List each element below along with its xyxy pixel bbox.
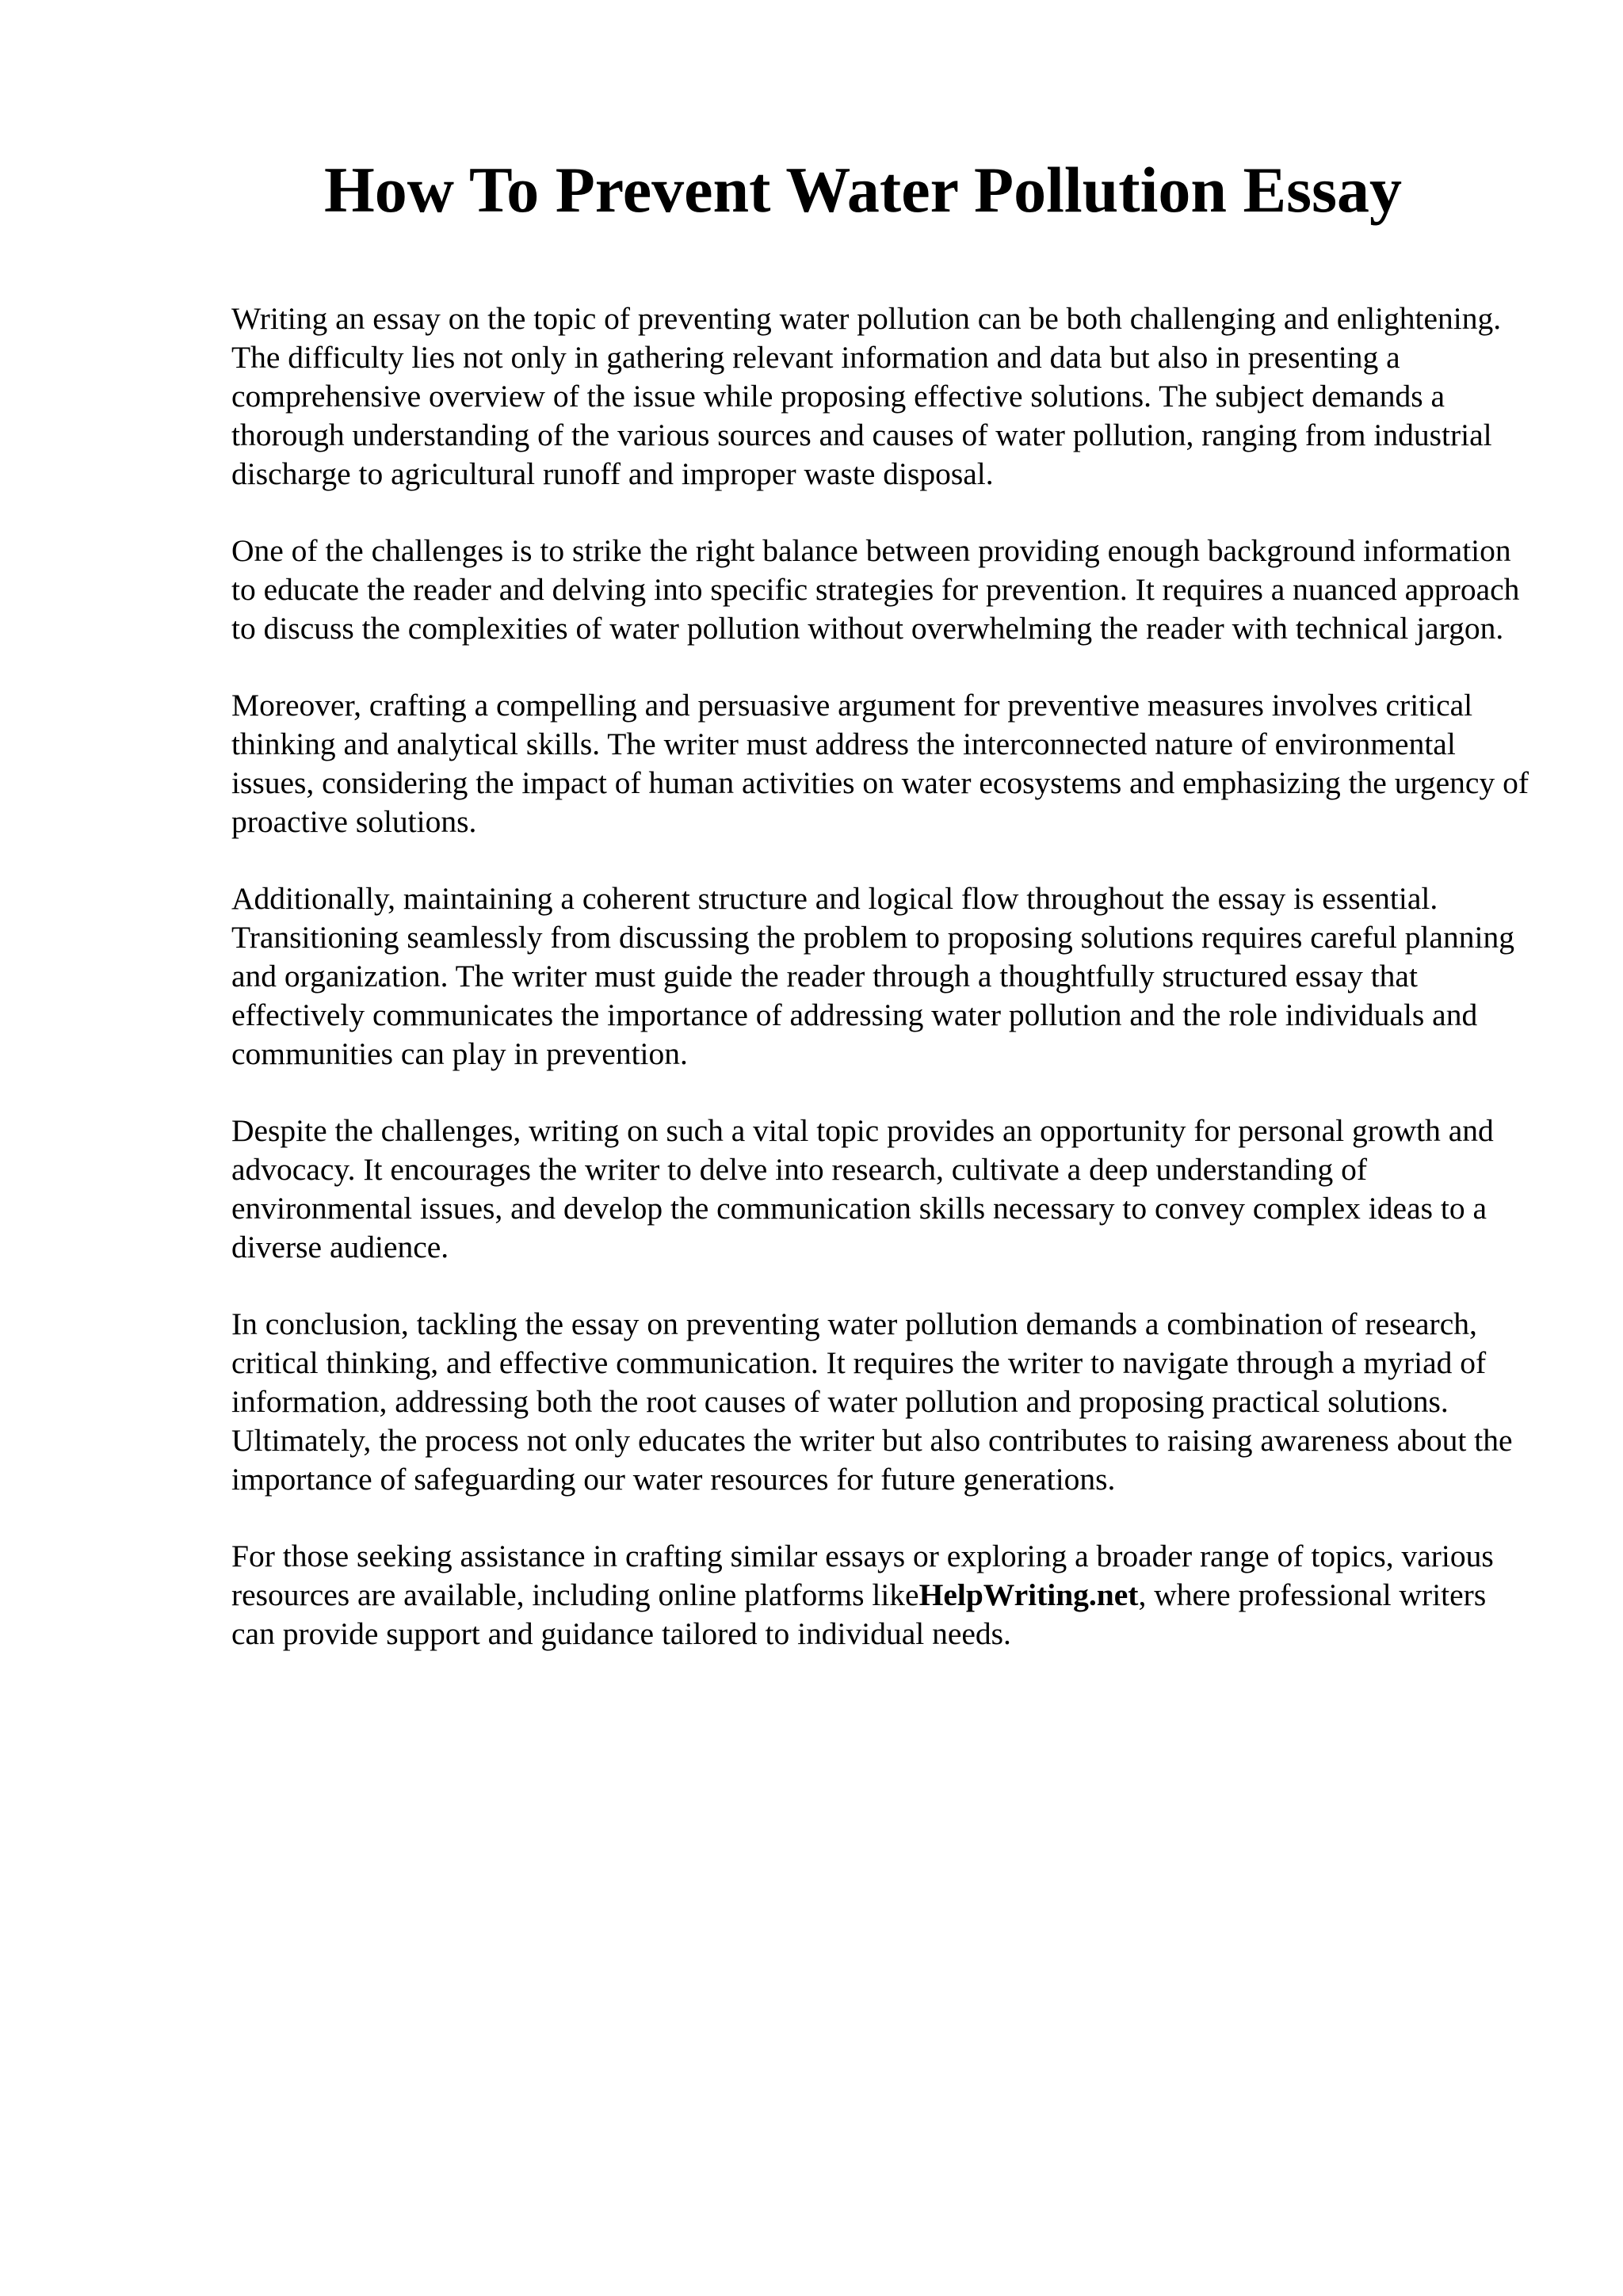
page-title: How To Prevent Water Pollution Essay: [324, 154, 1402, 226]
paragraph-3: Moreover, crafting a compelling and persuasive argument for preventive measures involves critical thinking and analytical skills. The writer must address the interconnected nature of environmental issues, considering the impact of human activities on water ecosystems and emphasizing the urgency of proactive solutions.: [231, 688, 1529, 839]
paragraph-5: Despite the challenges, writing on such a vital topic provides an opportunity for personal growth and advocacy. It encourages the writer to delve into research, cultivate a deep understanding of environmental issues, and develop the communication skills necessary to convey complex ideas to a diverse audience.: [231, 1113, 1494, 1264]
closing-text-after: , where professional writers can provide support and guidance tailored to individual needs.: [231, 1577, 1487, 1651]
paragraph-6: In conclusion, tackling the essay on preventing water pollution demands a combination of research, critical thinking, and effective communication. It requires the writer to navigate through a myriad of information, addressing both the root causes of water pollution and proposing practical solutions. Ultimately, the process not only educates the writer but also contributes to raising awareness about the importance of safeguarding our water resources for future generations.: [231, 1306, 1513, 1497]
essay-body: [231, 299, 1531, 1691]
paragraph-2: One of the challenges is to strike the right balance between providing enough background information to educate the reader and delving into specific strategies for prevention. It requires a nuanced approach to discuss the complexities of water pollution without overwhelming the reader with technical jargon.: [231, 533, 1520, 646]
helpwriting-link[interactable]: HelpWriting.net: [918, 1577, 1139, 1612]
paragraph-1: Writing an essay on the topic of preventing water pollution can be both challenging and enlightening. The difficulty lies not only in gathering relevant information and data but also in presenting a comprehensive overview of the issue while proposing effective solutions. The subject demands a thorough understanding of the various sources and causes of water pollution, ranging from industrial discharge to agricultural runoff and improper waste disposal.: [231, 301, 1502, 491]
paragraph-closing: [231, 1537, 1531, 1653]
paragraph-4: Additionally, maintaining a coherent structure and logical flow throughout the essay is essential. Transitioning seamlessly from discussing the problem to proposing solutions requires careful planning and organization. The writer must guide the reader through a thoughtfully structured essay that effectively communicates the importance of addressing water pollution and the role individuals and communities can play in prevention.: [231, 881, 1514, 1071]
closing-text-before: For those seeking assistance in crafting similar essays or exploring a broader range of topics, various resources are available, including online platforms like: [231, 1539, 1494, 1612]
